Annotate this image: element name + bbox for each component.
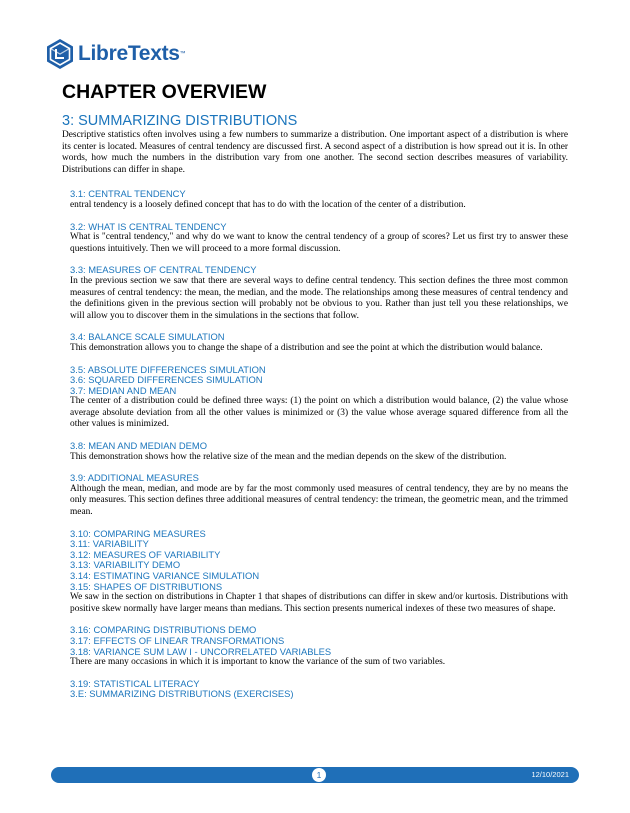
- subsection-description: We saw in the section on distributions in Chapter 1 that shapes of distributions can differ in skew and/or kurtosis. Distributions with positive skew normally have larger means than medians. This section presents numerical indexes of these two measures of shape.: [70, 592, 568, 614]
- chapter-title: CHAPTER OVERVIEW: [62, 81, 267, 103]
- subsection-group: [70, 222, 568, 256]
- subsection-link[interactable]: 3.12: MEASURES OF VARIABILITY: [70, 548, 221, 560]
- subsection-description: Although the mean, median, and mode are by far the most commonly used measures of central tendency, they are by no means the only measures. This section defines three additional measures of central tendency: the trimean, the geometric mean, and the trimmed mean.: [70, 483, 568, 518]
- subsection-link[interactable]: 3.E: SUMMARIZING DISTRIBUTIONS (EXERCISES): [70, 688, 294, 700]
- page-number: 1: [312, 768, 326, 782]
- libretexts-cube-icon: [46, 38, 74, 70]
- chapter-content: [62, 130, 568, 710]
- subsection-link[interactable]: 3.13: VARIABILITY DEMO: [70, 559, 181, 571]
- subsection-link[interactable]: 3.11: VARIABILITY: [70, 538, 149, 550]
- subsection-link[interactable]: 3.10: COMPARING MEASURES: [70, 527, 206, 539]
- logo-trademark: ™: [179, 51, 186, 57]
- page-footer: [51, 767, 579, 783]
- subsection-list: [62, 189, 568, 700]
- subsection-description: This demonstration allows you to change the shape of a distribution and see the point at which the distribution would balance.: [70, 342, 543, 353]
- subsection-description: The center of a distribution could be defined three ways: (1) the point on which a distribution would balance, (2) the value whose average absolute deviation from all the other values is minimized or (3) the value whose average squared difference from all the other values is minimized.: [70, 396, 568, 430]
- section-intro: Descriptive statistics often involves using a few numbers to summarize a distribution. One important aspect of a distribution is where its center is located. Measures of central tendency are discussed first. A second aspect of a distribution is how spread out it is. In other words, how much the numbers in the distribution vary from one another. The second section describes measures of variability. Distributions can differ in shape.: [62, 130, 568, 175]
- subsection-link[interactable]: 3.16: COMPARING DISTRIBUTIONS DEMO: [70, 624, 257, 636]
- subsection-group: [70, 625, 568, 668]
- subsection-link[interactable]: 3.18: VARIANCE SUM LAW I - UNCORRELATED VARIABLES: [70, 645, 332, 657]
- subsection-link[interactable]: 3.1: CENTRAL TENDENCY: [70, 188, 186, 200]
- subsection-description: entral tendency is a loosely defined concept that has to do with the location of the center of a distribution.: [70, 199, 466, 210]
- subsection-link[interactable]: 3.19: STATISTICAL LITERACY: [70, 677, 200, 689]
- subsection-description: This demonstration shows how the relative size of the mean and the median depends on the skew of the distribution.: [70, 451, 507, 462]
- subsection-link[interactable]: 3.2: WHAT IS CENTRAL TENDENCY: [70, 220, 227, 232]
- logo-wordmark: LibreTexts: [78, 42, 180, 65]
- subsection-link[interactable]: 3.15: SHAPES OF DISTRIBUTIONS: [70, 580, 223, 592]
- subsection-group: [70, 189, 568, 211]
- subsection-group: [70, 365, 568, 432]
- subsection-group: [70, 473, 568, 518]
- subsection-group: [70, 679, 568, 700]
- subsection-link[interactable]: 3.7: MEDIAN AND MEAN: [70, 384, 177, 396]
- subsection-description: In the previous section we saw that there are several ways to define central tendency. This section defines the three most common measures of central tendency: the mean, the median, and the mode. The relationships among these measures of central tendency and the definitions given in the previous section will probably not be obvious to you. Rather than just tell you these relationships, we will allow you to discover them in the simulations in the sections that follow.: [70, 275, 568, 321]
- subsection-link[interactable]: 3.8: MEAN AND MEDIAN DEMO: [70, 440, 208, 452]
- subsection-description: What is "central tendency," and why do we want to know the central tendency of a group of scores? Let us first try to answer these questions intuitively. Then we will proceed to a more formal discussion.: [70, 232, 568, 254]
- subsection-link[interactable]: 3.3: MEASURES OF CENTRAL TENDENCY: [70, 264, 257, 276]
- subsection-group: [70, 332, 568, 354]
- subsection-link[interactable]: 3.4: BALANCE SCALE SIMULATION: [70, 331, 225, 343]
- subsection-link[interactable]: 3.9: ADDITIONAL MEASURES: [70, 472, 199, 484]
- subsection-link[interactable]: 3.17: EFFECTS OF LINEAR TRANSFORMATIONS: [70, 634, 285, 646]
- libretexts-logo[interactable]: [46, 38, 186, 70]
- subsection-group: [70, 529, 568, 616]
- subsection-group: [70, 265, 568, 322]
- section-title[interactable]: 3: SUMMARIZING DISTRIBUTIONS: [62, 113, 298, 129]
- subsection-link[interactable]: 3.5: ABSOLUTE DIFFERENCES SIMULATION: [70, 363, 266, 375]
- subsection-group: [70, 441, 568, 463]
- subsection-description: There are many occasions in which it is important to know the variance of the sum of two variables.: [70, 657, 446, 668]
- footer-date: 12/10/2021: [531, 770, 569, 779]
- subsection-link[interactable]: 3.14: ESTIMATING VARIANCE SIMULATION: [70, 570, 260, 581]
- subsection-link[interactable]: 3.6: SQUARED DIFFERENCES SIMULATION: [70, 374, 263, 386]
